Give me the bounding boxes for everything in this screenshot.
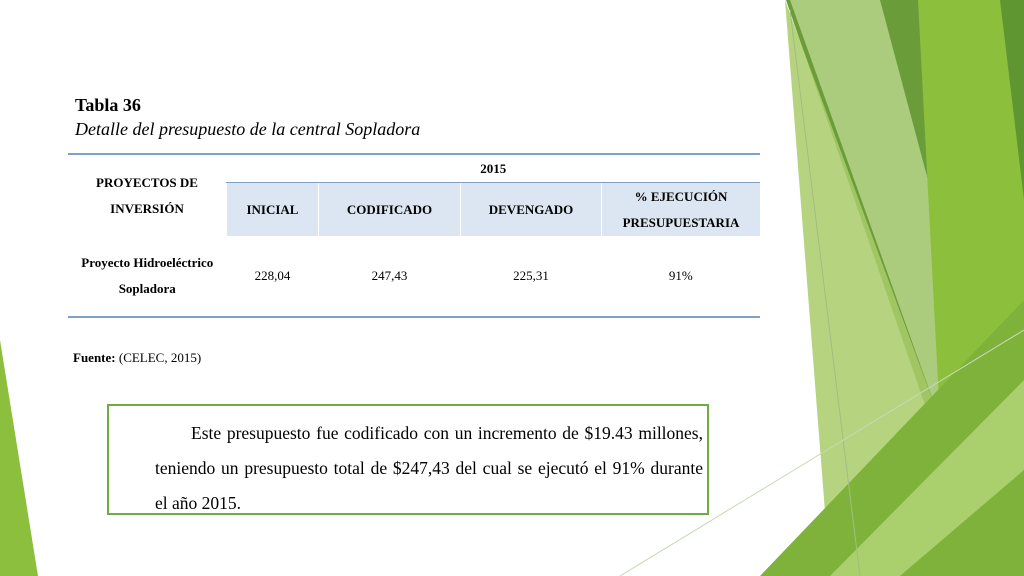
cell-codificado: 247,43 [371, 268, 408, 283]
table-header-row-year [68, 154, 760, 183]
source-text: (CELEC, 2015) [118, 350, 202, 365]
header-projects: PROYECTOS DE INVERSIÓN [96, 174, 198, 216]
table-row [68, 236, 760, 317]
source-note [73, 350, 201, 366]
row-project-name: Proyecto Hidroeléctrico Sopladora [81, 255, 214, 296]
header-devengado: DEVENGADO [461, 183, 602, 237]
summary-text: Este presupuesto fue codificado con un incremento de $19.43 millones, teniendo un presupuesto total de $247,43 del cual se ejecutó el 91% durante el año 2015. [155, 423, 703, 513]
header-ejecucion: % EJECUCIÓN PRESUPUESTARIA [602, 183, 761, 237]
table-caption: Detalle del presupuesto de la central Sopladora [75, 119, 421, 139]
header-codificado: CODIFICADO [318, 183, 460, 237]
cell-devengado: 225,31 [513, 268, 549, 283]
header-year: 2015 [227, 154, 761, 183]
header-inicial: INICIAL [227, 183, 319, 237]
cell-ejecucion: 91% [668, 268, 693, 283]
source-label: Fuente: [73, 350, 116, 365]
cell-inicial: 228,04 [254, 268, 291, 283]
summary-box [107, 404, 709, 515]
budget-table [68, 153, 760, 318]
table-number: Tabla 36 [75, 95, 141, 115]
